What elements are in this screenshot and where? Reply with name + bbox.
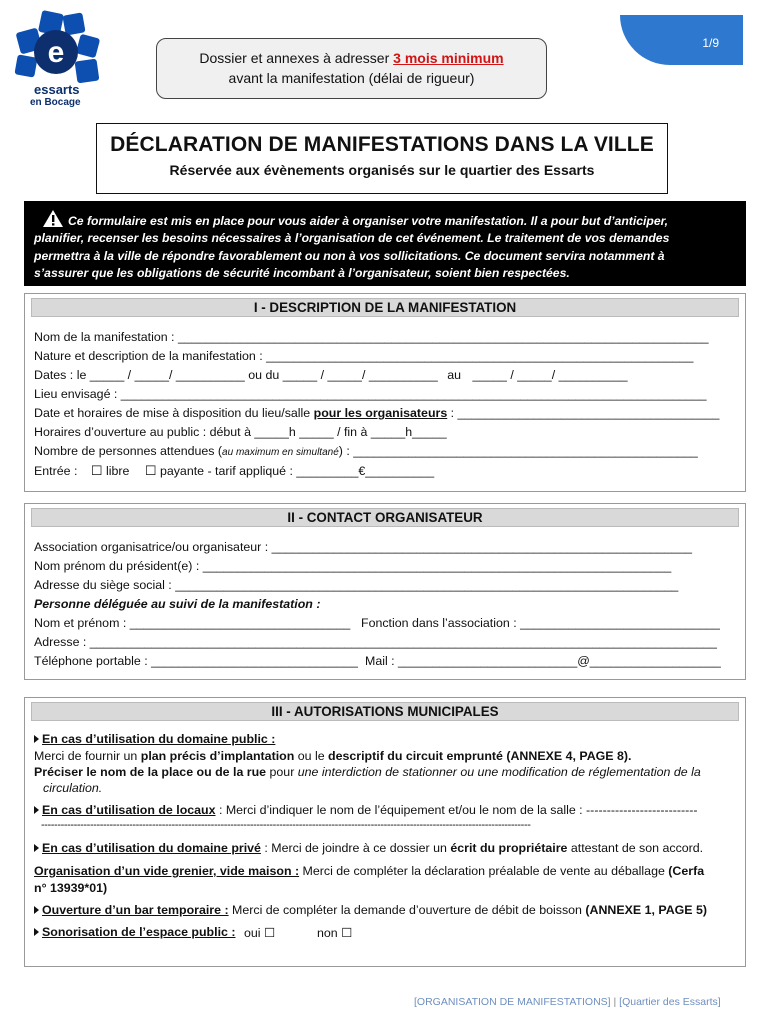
mise-label: Date et horaires de mise à disposition du lieu/salle — [34, 406, 314, 420]
preciser-d: circulation. — [43, 781, 103, 795]
nombre-label: Nombre de personnes attendues ( — [34, 444, 223, 458]
field-mise-disposition[interactable] — [34, 406, 719, 420]
non-label: non — [317, 926, 338, 940]
entree-label: Entrée : — [34, 464, 78, 478]
deadline-notice — [156, 38, 547, 99]
nombre-note: au maximum en simultané — [222, 447, 339, 458]
warning-line-3: permettra à la ville de répondre favorablement ou non à vos sollicitations. Ce document servira notamment à — [34, 248, 665, 263]
sono-line — [34, 925, 235, 939]
svg-text:e: e — [47, 36, 65, 69]
locaux-text: : Merci d’indiquer le nom de l’équipement et/ou le nom de la salle : --------------------------- — [215, 803, 698, 817]
arrow-icon — [34, 906, 39, 914]
field-fonction[interactable]: Fonction dans l’association : _____________________________ — [361, 616, 720, 630]
plan-a: Merci de fournir un — [34, 749, 141, 763]
bar-c: (ANNEXE 1, PAGE 5) — [585, 903, 708, 917]
nombre-blank: ) : __________________________________________________ — [338, 444, 698, 458]
locaux-dashes[interactable]: ------------------------------------------------------------------------------------------------------------------------------------------------------ — [41, 819, 531, 831]
deadline-highlight: 3 mois minimum — [393, 50, 504, 66]
warning-line-4: s’assurer que les obligations de sécurité incombant à l’organisateur, soient bien respectées. — [34, 265, 570, 280]
section-contact-heading: II - CONTACT ORGANISATEUR — [31, 508, 739, 527]
warning-line-1: Ce formulaire est mis en place pour vous aider à organiser votre manifestation. Il a pour but d’anticiper, — [68, 214, 669, 228]
preciser-b: pour — [266, 765, 298, 779]
vide-line — [34, 864, 704, 878]
checkbox-non[interactable]: ☐ — [341, 926, 353, 940]
warning-icon — [42, 209, 64, 228]
plan-d: descriptif du circuit emprunté (ANNEXE 4, PAGE 8). — [328, 749, 632, 763]
bar-label: Ouverture d’un bar temporaire : — [42, 903, 229, 917]
sono-label: Sonorisation de l’espace public : — [42, 925, 236, 939]
logo-tagline: en Bocage — [30, 97, 81, 108]
preciser-line — [34, 765, 701, 779]
delegate-heading: Personne déléguée au suivi de la manifestation : — [34, 597, 321, 611]
sono-non[interactable] — [317, 925, 352, 940]
section-description-heading: I - DESCRIPTION DE LA MANIFESTATION — [31, 298, 739, 317]
checkbox-oui[interactable]: ☐ — [264, 926, 276, 940]
plan-b: plan précis d’implantation — [140, 749, 295, 763]
field-adresse[interactable]: Adresse : ___________________________________________________________________________________________ — [34, 635, 717, 649]
locaux-label: En cas d’utilisation de locaux — [42, 803, 216, 817]
vide-c: (Cerfa — [668, 864, 705, 878]
field-adresse-siege[interactable]: Adresse du siège social : _________________________________________________________________________ — [34, 578, 679, 592]
checkbox-payante[interactable]: ☐ — [144, 463, 157, 478]
deadline-line2: avant la manifestation (délai de rigueur) — [228, 70, 475, 86]
logo-wordmark: essarts — [34, 82, 80, 97]
page-subtitle: Réservée aux évènements organisés sur le quartier des Essarts — [169, 162, 595, 178]
field-lieu[interactable]: Lieu envisagé : _____________________________________________________________________________________ — [34, 387, 707, 401]
prive-b: : Merci de joindre à ce dossier un — [260, 841, 451, 855]
bar-b: Merci de compléter la demande d’ouverture de débit de boisson — [228, 903, 586, 917]
dates-au: au — [447, 368, 461, 382]
footer-separator: | — [610, 996, 620, 1008]
field-nom-manifestation[interactable]: Nom de la manifestation : _____________________________________________________________________________ — [34, 330, 709, 344]
field-association[interactable]: Association organisatrice/ou organisateur : _____________________________________________________________ — [34, 540, 692, 554]
field-telephone[interactable]: Téléphone portable : ______________________________ — [34, 654, 358, 668]
field-horaires[interactable]: Horaires d’ouverture au public : début à _____h _____ / fin à _____h_____ — [34, 425, 447, 439]
deadline-prefix: Dossier et annexes à adresser — [199, 50, 394, 66]
libre-label: libre — [105, 464, 130, 478]
vide-cerfa: n° 13939*01) — [34, 881, 108, 895]
mise-blank: : ______________________________________ — [447, 406, 720, 420]
field-nombre-personnes[interactable] — [34, 444, 698, 458]
arrow-icon — [34, 806, 39, 814]
payante-label: payante - tarif appliqué : _________€__________ — [159, 464, 435, 478]
vide-b: Merci de compléter la déclaration préalable de vente au déballage — [299, 864, 669, 878]
bar-line — [34, 903, 707, 917]
field-nature[interactable]: Nature et description de la manifestation : ______________________________________________________________ — [34, 349, 694, 363]
preciser-a: Préciser le nom de la place ou de la rue — [34, 765, 267, 779]
prive-c: écrit du propriétaire — [450, 841, 568, 855]
prive-line — [34, 841, 703, 855]
section-description — [24, 293, 746, 492]
field-dates[interactable] — [34, 368, 628, 382]
footer-right: [Quartier des Essarts] — [619, 996, 721, 1008]
page-footer — [414, 996, 721, 1008]
warning-banner — [24, 201, 746, 286]
page-title: DÉCLARATION DE MANIFESTATIONS DANS LA VILLE — [110, 133, 654, 156]
section-autorisations-heading: III - AUTORISATIONS MUNICIPALES — [31, 702, 739, 721]
page-number: 1/9 — [702, 36, 719, 50]
arrow-icon — [34, 928, 39, 936]
dates-part-3: _____ / _____/ __________ — [472, 368, 628, 382]
dates-part-1: Dates : le _____ / _____/ __________ ou du _____ / _____/ __________ — [34, 368, 438, 382]
checkbox-libre[interactable]: ☐ — [90, 463, 103, 478]
prive-label: En cas d’utilisation du domaine privé — [42, 841, 261, 855]
vide-label: Organisation d’un vide grenier, vide maison : — [34, 864, 300, 878]
section-contact — [24, 503, 746, 680]
field-mail[interactable]: Mail : __________________________@___________________ — [365, 654, 721, 668]
warning-line-2: planifier, recenser les besoins nécessaires à l’organisation de cet événement. Le traitement de vos demandes — [34, 231, 670, 246]
domaine-public-heading — [34, 732, 275, 746]
field-nom-prenom[interactable]: Nom et prénom : ________________________________ — [34, 616, 351, 630]
prive-d: attestant de son accord. — [567, 841, 704, 855]
locaux-line[interactable] — [34, 803, 697, 817]
arrow-icon — [34, 844, 39, 852]
preciser-c: une interdiction de stationner ou une modification de réglementation de la — [297, 765, 701, 779]
oui-label: oui — [244, 926, 261, 940]
title-box — [96, 123, 668, 194]
page-number-tab — [620, 15, 743, 65]
section-autorisations — [24, 697, 746, 967]
footer-left: [ORGANISATION DE MANIFESTATIONS] — [414, 996, 611, 1008]
field-president[interactable]: Nom prénom du président(e) : ____________________________________________________________________ — [34, 559, 672, 573]
arrow-icon — [34, 735, 39, 743]
plan-c: ou le — [294, 749, 329, 763]
domaine-public-label: En cas d’utilisation du domaine public : — [42, 732, 276, 746]
mise-organisateurs: pour les organisateurs — [313, 406, 448, 420]
field-entree — [34, 463, 434, 479]
plan-line — [34, 749, 631, 763]
sono-oui[interactable] — [244, 925, 275, 940]
